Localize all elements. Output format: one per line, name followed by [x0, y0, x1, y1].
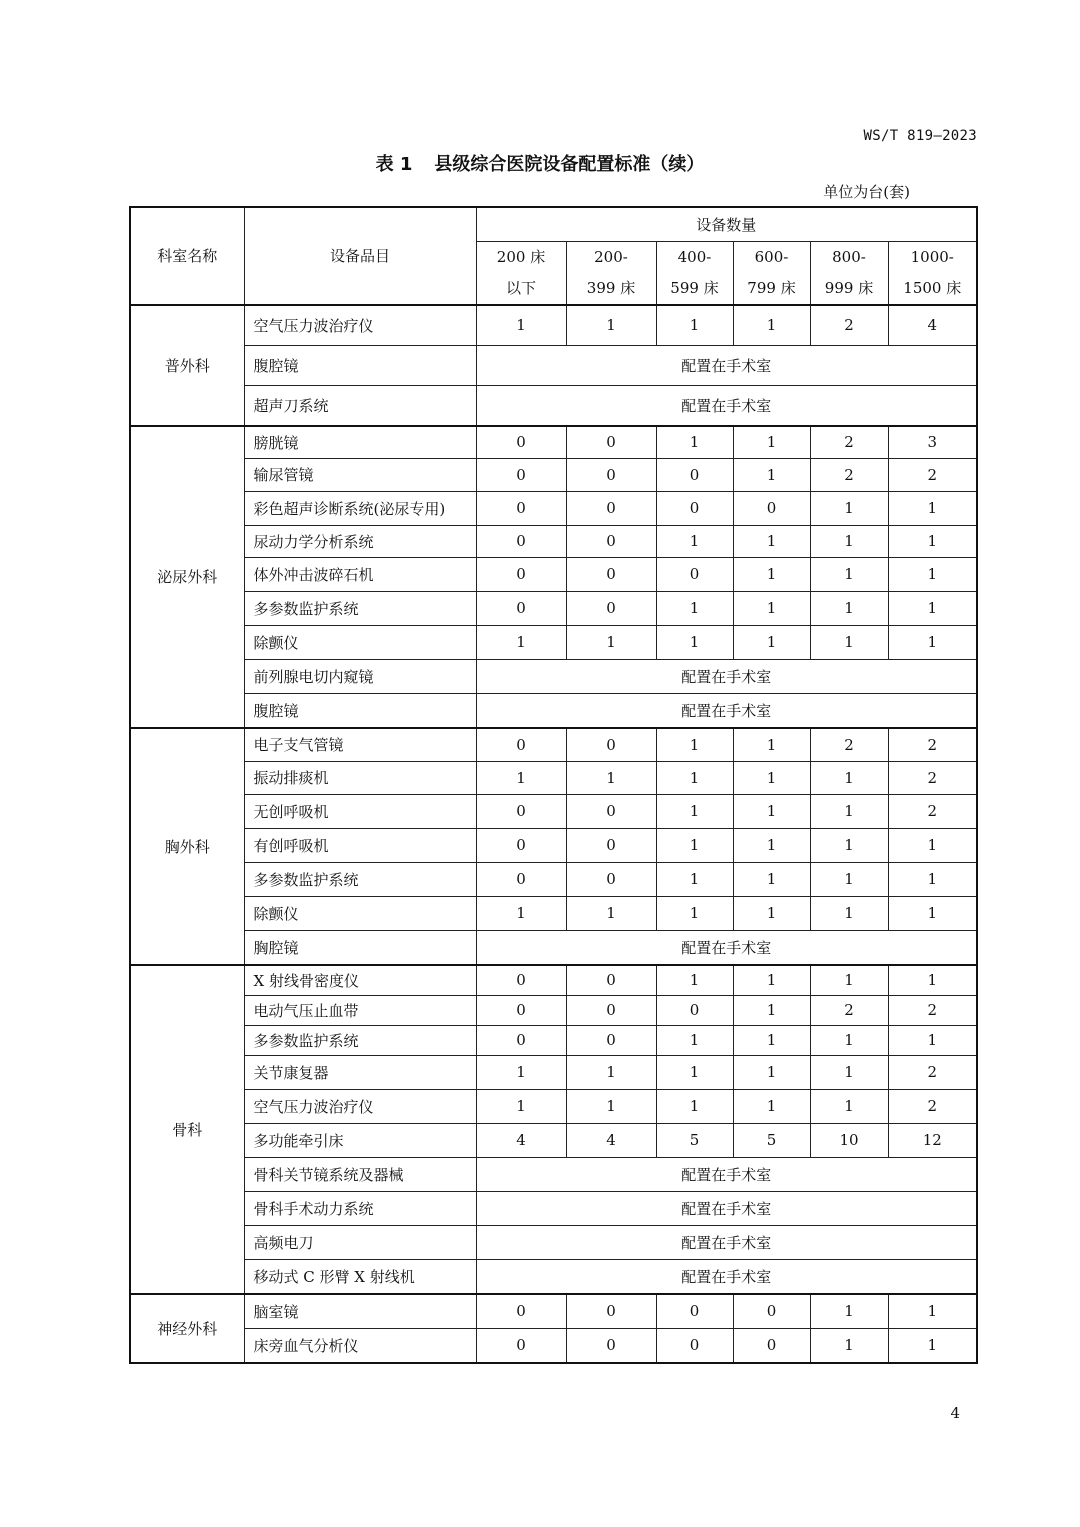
quantity-cell: 1 — [733, 965, 810, 996]
table-row — [130, 1157, 977, 1191]
quantity-cell: 0 — [566, 828, 656, 862]
equipment-item-cell: 无创呼吸机 — [244, 794, 476, 828]
quantity-cell: 1 — [810, 862, 888, 896]
equipment-item-cell: 多参数监护系统 — [244, 591, 476, 625]
header-bed-col: 600- 799 床 — [733, 241, 810, 305]
quantity-cell: 1 — [888, 557, 977, 591]
quantity-cell: 0 — [566, 426, 656, 459]
standard-code: WS/T 819—2023 — [863, 128, 977, 144]
header-bed-col: 200 床 以下 — [476, 241, 566, 305]
table-row — [130, 995, 977, 1025]
equipment-item-cell: 高频电刀 — [244, 1225, 476, 1259]
table-number: 表 1 — [375, 154, 413, 175]
equipment-item-cell: 电动气压止血带 — [244, 995, 476, 1025]
equipment-item-cell: 体外冲击波碎石机 — [244, 557, 476, 591]
equipment-item-cell: 移动式 C 形臂 X 射线机 — [244, 1259, 476, 1294]
table-row — [130, 458, 977, 491]
quantity-cell: 1 — [810, 1055, 888, 1089]
quantity-cell: 0 — [566, 491, 656, 525]
header-qty: 设备数量 — [476, 207, 977, 241]
quantity-cell: 1 — [733, 828, 810, 862]
quantity-cell: 2 — [888, 1089, 977, 1123]
quantity-cell: 2 — [810, 458, 888, 491]
equipment-item-cell: 多参数监护系统 — [244, 862, 476, 896]
quantity-cell: 1 — [733, 426, 810, 459]
quantity-cell: 0 — [656, 995, 733, 1025]
quantity-cell: 1 — [810, 1294, 888, 1329]
quantity-cell: 1 — [888, 625, 977, 659]
quantity-cell: 1 — [888, 896, 977, 930]
quantity-cell: 1 — [810, 965, 888, 996]
quantity-cell: 2 — [888, 458, 977, 491]
quantity-cell: 1 — [888, 491, 977, 525]
or-note-cell: 配置在手术室 — [476, 659, 977, 693]
table-row — [130, 930, 977, 965]
quantity-cell: 2 — [810, 728, 888, 762]
quantity-cell: 1 — [566, 761, 656, 794]
quantity-cell: 1 — [733, 1089, 810, 1123]
dept-name-cell: 神经外科 — [130, 1294, 244, 1363]
quantity-cell: 0 — [656, 491, 733, 525]
quantity-cell: 1 — [566, 1089, 656, 1123]
quantity-cell: 0 — [566, 1328, 656, 1363]
quantity-cell: 1 — [733, 761, 810, 794]
equipment-item-cell: 空气压力波治疗仪 — [244, 305, 476, 346]
quantity-cell: 1 — [656, 1025, 733, 1055]
table-row — [130, 761, 977, 794]
quantity-cell: 1 — [888, 525, 977, 557]
equipment-item-cell: 腹腔镜 — [244, 345, 476, 385]
or-note-cell: 配置在手术室 — [476, 693, 977, 728]
equipment-item-cell: 关节康复器 — [244, 1055, 476, 1089]
equipment-item-cell: 除颤仪 — [244, 625, 476, 659]
quantity-cell: 1 — [656, 761, 733, 794]
quantity-cell: 0 — [476, 458, 566, 491]
equipment-item-cell: 腹腔镜 — [244, 693, 476, 728]
quantity-cell: 1 — [888, 591, 977, 625]
quantity-cell: 1 — [566, 896, 656, 930]
quantity-cell: 0 — [476, 557, 566, 591]
equipment-item-cell: 脑室镜 — [244, 1294, 476, 1329]
equipment-item-cell: 多参数监护系统 — [244, 1025, 476, 1055]
table-row — [130, 693, 977, 728]
quantity-cell: 12 — [888, 1123, 977, 1157]
table-row — [130, 557, 977, 591]
quantity-cell: 0 — [566, 862, 656, 896]
or-note-cell: 配置在手术室 — [476, 1225, 977, 1259]
table-row — [130, 659, 977, 693]
quantity-cell: 1 — [888, 862, 977, 896]
quantity-cell: 5 — [733, 1123, 810, 1157]
quantity-cell: 1 — [656, 896, 733, 930]
equipment-item-cell: 尿动力学分析系统 — [244, 525, 476, 557]
quantity-cell: 1 — [888, 965, 977, 996]
quantity-cell: 0 — [476, 794, 566, 828]
quantity-cell: 1 — [656, 525, 733, 557]
quantity-cell: 0 — [566, 995, 656, 1025]
table-title-text: 县级综合医院设备配置标准（续） — [434, 154, 705, 175]
quantity-cell: 1 — [656, 426, 733, 459]
table-row — [130, 1089, 977, 1123]
quantity-cell: 1 — [476, 1089, 566, 1123]
quantity-cell: 1 — [733, 1055, 810, 1089]
table-row — [130, 1225, 977, 1259]
table-row — [130, 896, 977, 930]
quantity-cell: 0 — [566, 1294, 656, 1329]
quantity-cell: 1 — [733, 557, 810, 591]
dept-name-cell: 骨科 — [130, 965, 244, 1294]
quantity-cell: 1 — [733, 862, 810, 896]
quantity-cell: 0 — [476, 828, 566, 862]
table-row — [130, 385, 977, 426]
quantity-cell: 1 — [476, 305, 566, 346]
quantity-cell: 1 — [656, 828, 733, 862]
quantity-cell: 1 — [810, 1328, 888, 1363]
quantity-cell: 1 — [888, 828, 977, 862]
table-row — [130, 426, 977, 459]
quantity-cell: 10 — [810, 1123, 888, 1157]
quantity-cell: 0 — [476, 491, 566, 525]
quantity-cell: 1 — [810, 1025, 888, 1055]
quantity-cell: 4 — [476, 1123, 566, 1157]
quantity-cell: 1 — [733, 458, 810, 491]
quantity-cell: 0 — [566, 1025, 656, 1055]
table-row — [130, 862, 977, 896]
equipment-item-cell: 彩色超声诊断系统(泌尿专用) — [244, 491, 476, 525]
quantity-cell: 1 — [566, 305, 656, 346]
equipment-item-cell: 膀胱镜 — [244, 426, 476, 459]
quantity-cell: 1 — [656, 794, 733, 828]
quantity-cell: 2 — [888, 761, 977, 794]
equipment-table — [129, 206, 978, 1364]
table-row — [130, 728, 977, 762]
equipment-item-cell: 前列腺电切内窥镜 — [244, 659, 476, 693]
quantity-cell: 1 — [810, 557, 888, 591]
quantity-cell: 1 — [733, 625, 810, 659]
equipment-item-cell: 除颤仪 — [244, 896, 476, 930]
quantity-cell: 0 — [476, 591, 566, 625]
quantity-cell: 1 — [810, 491, 888, 525]
quantity-cell: 1 — [810, 591, 888, 625]
quantity-cell: 0 — [656, 458, 733, 491]
quantity-cell: 1 — [733, 525, 810, 557]
quantity-cell: 1 — [810, 794, 888, 828]
quantity-cell: 1 — [476, 896, 566, 930]
table-row — [130, 625, 977, 659]
quantity-cell: 0 — [476, 1294, 566, 1329]
equipment-item-cell: 骨科手术动力系统 — [244, 1191, 476, 1225]
quantity-cell: 1 — [888, 1025, 977, 1055]
quantity-cell: 1 — [656, 625, 733, 659]
page-number: 4 — [950, 1404, 960, 1422]
quantity-cell: 1 — [566, 625, 656, 659]
quantity-cell: 0 — [733, 1328, 810, 1363]
quantity-cell: 2 — [888, 794, 977, 828]
quantity-cell: 2 — [888, 1055, 977, 1089]
quantity-cell: 0 — [566, 525, 656, 557]
quantity-cell: 0 — [566, 458, 656, 491]
equipment-item-cell: 骨科关节镜系统及器械 — [244, 1157, 476, 1191]
or-note-cell: 配置在手术室 — [476, 1157, 977, 1191]
table-row — [130, 491, 977, 525]
quantity-cell: 2 — [810, 305, 888, 346]
quantity-cell: 0 — [476, 862, 566, 896]
or-note-cell: 配置在手术室 — [476, 1191, 977, 1225]
table-body — [130, 305, 977, 1363]
quantity-cell: 0 — [476, 1328, 566, 1363]
header-bed-col: 400- 599 床 — [656, 241, 733, 305]
quantity-cell: 1 — [888, 1328, 977, 1363]
quantity-cell: 1 — [656, 1055, 733, 1089]
dept-name-cell: 泌尿外科 — [130, 426, 244, 728]
quantity-cell: 0 — [566, 965, 656, 996]
or-note-cell: 配置在手术室 — [476, 1259, 977, 1294]
equipment-item-cell: 超声刀系统 — [244, 385, 476, 426]
quantity-cell: 0 — [476, 965, 566, 996]
quantity-cell: 3 — [888, 426, 977, 459]
quantity-cell: 0 — [476, 1025, 566, 1055]
header-bed-col: 200- 399 床 — [566, 241, 656, 305]
quantity-cell: 0 — [476, 426, 566, 459]
quantity-cell: 1 — [733, 728, 810, 762]
quantity-cell: 2 — [888, 728, 977, 762]
equipment-item-cell: X 射线骨密度仪 — [244, 965, 476, 996]
or-note-cell: 配置在手术室 — [476, 385, 977, 426]
quantity-cell: 1 — [566, 1055, 656, 1089]
equipment-item-cell: 有创呼吸机 — [244, 828, 476, 862]
table-row — [130, 1123, 977, 1157]
table-row — [130, 1259, 977, 1294]
quantity-cell: 1 — [810, 761, 888, 794]
quantity-cell: 1 — [733, 591, 810, 625]
quantity-cell: 1 — [810, 1089, 888, 1123]
quantity-cell: 1 — [810, 625, 888, 659]
quantity-cell: 0 — [656, 557, 733, 591]
quantity-cell: 1 — [656, 728, 733, 762]
quantity-cell: 1 — [733, 305, 810, 346]
quantity-cell: 0 — [476, 728, 566, 762]
table-row — [130, 1055, 977, 1089]
equipment-item-cell: 胸腔镜 — [244, 930, 476, 965]
quantity-cell: 1 — [733, 995, 810, 1025]
quantity-cell: 1 — [810, 525, 888, 557]
quantity-cell: 0 — [476, 995, 566, 1025]
or-note-cell: 配置在手术室 — [476, 345, 977, 385]
quantity-cell: 0 — [733, 491, 810, 525]
quantity-cell: 1 — [733, 896, 810, 930]
table-row — [130, 525, 977, 557]
header-item: 设备品目 — [244, 207, 476, 305]
or-note-cell: 配置在手术室 — [476, 930, 977, 965]
table-row — [130, 305, 977, 346]
quantity-cell: 4 — [566, 1123, 656, 1157]
quantity-cell: 2 — [810, 995, 888, 1025]
dept-name-cell: 普外科 — [130, 305, 244, 426]
table-row — [130, 794, 977, 828]
quantity-cell: 2 — [888, 995, 977, 1025]
quantity-cell: 1 — [810, 896, 888, 930]
equipment-item-cell: 空气压力波治疗仪 — [244, 1089, 476, 1123]
quantity-cell: 1 — [656, 591, 733, 625]
quantity-cell: 0 — [566, 794, 656, 828]
quantity-cell: 0 — [566, 591, 656, 625]
quantity-cell: 1 — [476, 625, 566, 659]
quantity-cell: 0 — [656, 1294, 733, 1329]
header-bed-col: 800- 999 床 — [810, 241, 888, 305]
equipment-item-cell: 输尿管镜 — [244, 458, 476, 491]
table-title — [0, 150, 1080, 176]
equipment-item-cell: 多功能牵引床 — [244, 1123, 476, 1157]
quantity-cell: 1 — [656, 1089, 733, 1123]
table-row — [130, 591, 977, 625]
quantity-cell: 1 — [476, 1055, 566, 1089]
equipment-item-cell: 电子支气管镜 — [244, 728, 476, 762]
equipment-item-cell: 床旁血气分析仪 — [244, 1328, 476, 1363]
header-dept: 科室名称 — [130, 207, 244, 305]
quantity-cell: 0 — [566, 728, 656, 762]
quantity-cell: 1 — [733, 794, 810, 828]
quantity-cell: 0 — [566, 557, 656, 591]
quantity-cell: 1 — [733, 1025, 810, 1055]
table-row — [130, 345, 977, 385]
quantity-cell: 0 — [733, 1294, 810, 1329]
quantity-cell: 1 — [810, 828, 888, 862]
quantity-cell: 5 — [656, 1123, 733, 1157]
table-row — [130, 1191, 977, 1225]
quantity-cell: 0 — [476, 525, 566, 557]
table-row — [130, 1025, 977, 1055]
header-bed-col: 1000- 1500 床 — [888, 241, 977, 305]
quantity-cell: 4 — [888, 305, 977, 346]
equipment-item-cell: 振动排痰机 — [244, 761, 476, 794]
table-row — [130, 828, 977, 862]
table-row — [130, 1294, 977, 1329]
quantity-cell: 1 — [656, 305, 733, 346]
quantity-cell: 2 — [810, 426, 888, 459]
quantity-cell: 1 — [656, 965, 733, 996]
table-row — [130, 1328, 977, 1363]
unit-note: 单位为台(套) — [823, 183, 910, 201]
dept-name-cell: 胸外科 — [130, 728, 244, 965]
quantity-cell: 1 — [656, 862, 733, 896]
quantity-cell: 1 — [476, 761, 566, 794]
quantity-cell: 1 — [888, 1294, 977, 1329]
table-row — [130, 965, 977, 996]
quantity-cell: 0 — [656, 1328, 733, 1363]
